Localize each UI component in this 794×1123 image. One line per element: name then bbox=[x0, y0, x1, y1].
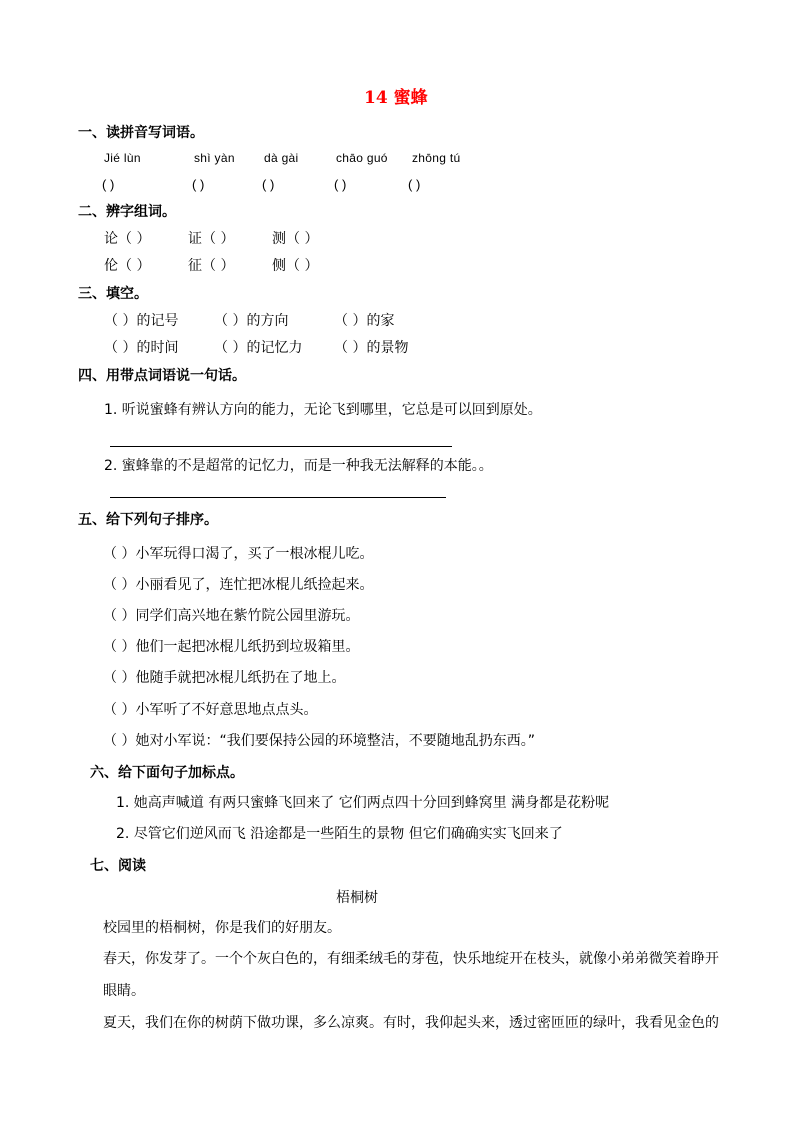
ordering-item[interactable]: （ ）小军听了不好意思地点点头。 bbox=[103, 702, 318, 718]
answer-line-1[interactable] bbox=[110, 446, 452, 447]
passage-paragraph-2: 春天，你发芽了。一个个灰白色的，有细柔绒毛的芽苞，快乐地绽开在枝头，就像小弟弟微笑着睁开 bbox=[103, 951, 719, 967]
word-group-item[interactable]: 测（ ） bbox=[272, 231, 319, 247]
fill-blank-item[interactable]: （ ）的记号 bbox=[104, 313, 179, 329]
sentence-prompt-1: 1. 听说蜜蜂有辨认方向的能力，无论飞到哪里，它总是可以回到原处。 bbox=[104, 402, 542, 418]
pinyin-1: Jié lùn bbox=[104, 151, 141, 165]
word-group-item[interactable]: 侧（ ） bbox=[272, 258, 319, 274]
answer-blank-2[interactable]: ( ) bbox=[192, 177, 205, 192]
page-title: 14 蜜蜂 bbox=[364, 88, 428, 108]
answer-line-2[interactable] bbox=[110, 497, 446, 498]
section-2-heading: 二、辨字组词。 bbox=[78, 204, 176, 220]
section-3-heading: 三、填空。 bbox=[78, 286, 148, 302]
passage-title: 梧桐树 bbox=[336, 890, 378, 906]
sentence-prompt-2: 2. 蜜蜂靠的不是超常的记忆力，而是一种我无法解释的本能。。 bbox=[104, 458, 493, 474]
fill-blank-item[interactable]: （ ）的景物 bbox=[334, 340, 409, 356]
answer-blank-3[interactable]: ( ) bbox=[262, 177, 275, 192]
punctuation-item-2: 2. 尽管它们逆风而飞 沿途都是一些陌生的景物 但它们确确实实飞回来了 bbox=[116, 826, 563, 842]
fill-blank-item[interactable]: （ ）的家 bbox=[334, 313, 395, 329]
ordering-item[interactable]: （ ）她对小军说：“我们要保持公园的环境整洁，不要随地乱扔东西。” bbox=[103, 733, 535, 749]
ordering-item[interactable]: （ ）小丽看见了，连忙把冰棍儿纸捡起来。 bbox=[103, 577, 374, 593]
section-7-heading: 七、阅读 bbox=[90, 858, 146, 874]
ordering-item[interactable]: （ ）他随手就把冰棍儿纸扔在了地上。 bbox=[103, 670, 346, 686]
punctuation-item-1: 1. 她高声喊道 有两只蜜蜂飞回来了 它们两点四十分回到蜂窝里 满身都是花粉呢 bbox=[116, 795, 610, 811]
word-group-item[interactable]: 征（ ） bbox=[188, 258, 235, 274]
pinyin-3: dà gài bbox=[264, 151, 299, 165]
fill-blank-item[interactable]: （ ）的方向 bbox=[214, 313, 289, 329]
fill-blank-item[interactable]: （ ）的记忆力 bbox=[214, 340, 303, 356]
pinyin-5: zhōng tú bbox=[412, 151, 461, 165]
passage-paragraph-1: 校园里的梧桐树，你是我们的好朋友。 bbox=[103, 920, 341, 936]
pinyin-2: shì yàn bbox=[194, 151, 235, 165]
fill-blank-item[interactable]: （ ）的时间 bbox=[104, 340, 179, 356]
answer-blank-5[interactable]: ( ) bbox=[408, 177, 421, 192]
word-group-item[interactable]: 证（ ） bbox=[188, 231, 235, 247]
section-1-heading: 一、读拼音写词语。 bbox=[78, 125, 204, 141]
section-6-heading: 六、给下面句子加标点。 bbox=[90, 765, 244, 781]
passage-paragraph-2-cont: 眼睛。 bbox=[103, 983, 145, 999]
answer-blank-4[interactable]: ( ) bbox=[334, 177, 347, 192]
section-5-heading: 五、给下列句子排序。 bbox=[78, 512, 218, 528]
word-group-item[interactable]: 论（ ） bbox=[104, 231, 151, 247]
ordering-item[interactable]: （ ）同学们高兴地在紫竹院公园里游玩。 bbox=[103, 608, 360, 624]
section-4-heading: 四、用带点词语说一句话。 bbox=[78, 368, 246, 384]
answer-blank-1[interactable]: ( ) bbox=[102, 177, 115, 192]
pinyin-4: chāo guó bbox=[336, 151, 388, 165]
ordering-item[interactable]: （ ）小军玩得口渴了，买了一根冰棍儿吃。 bbox=[103, 546, 374, 562]
word-group-item[interactable]: 伦（ ） bbox=[104, 258, 151, 274]
ordering-item[interactable]: （ ）他们一起把冰棍儿纸扔到垃圾箱里。 bbox=[103, 639, 360, 655]
passage-paragraph-3: 夏天，我们在你的树荫下做功课，多么凉爽。有时，我仰起头来，透过密匝匝的绿叶，我看见金色的 bbox=[103, 1015, 719, 1031]
